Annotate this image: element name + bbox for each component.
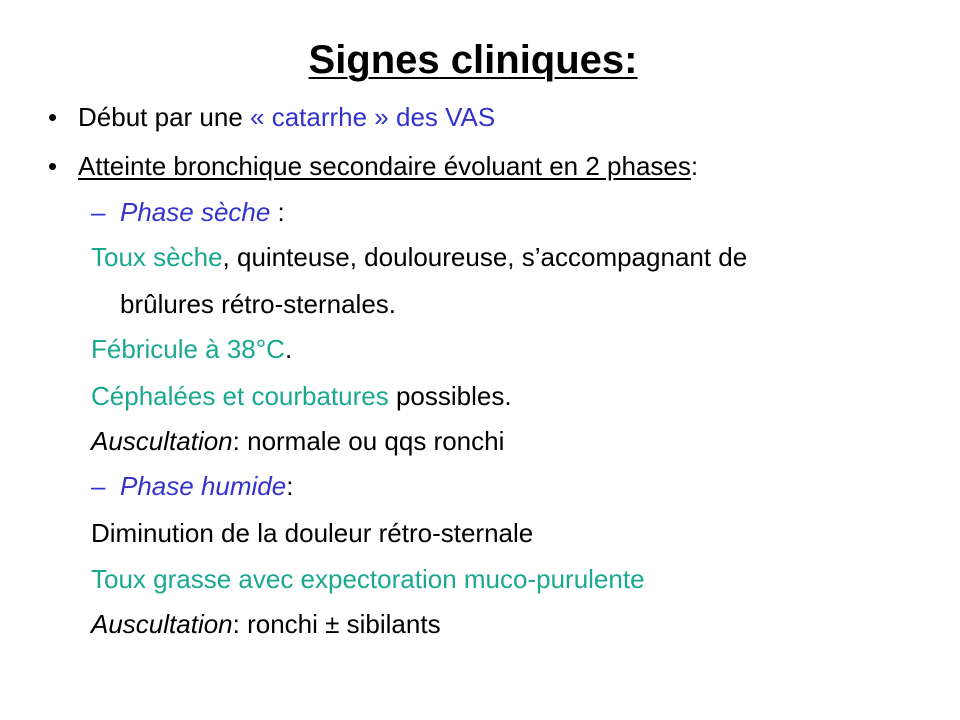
text-auscultation: Auscultation <box>91 609 233 639</box>
text-brulures: brûlures rétro-sternales. <box>120 289 396 319</box>
bullet-icon: • <box>48 151 58 181</box>
bullet-item-catarrhe <box>78 101 495 133</box>
text-segment: possibles. <box>388 381 512 411</box>
text-segment: Début par une <box>78 102 251 132</box>
dash-icon: – <box>91 471 106 501</box>
subheading-phase-seche <box>120 196 285 228</box>
text-diminution: Diminution de la douleur rétro-sternale <box>91 518 534 548</box>
text-highlight-catarrhe: « catarrhe » des VAS <box>250 102 496 132</box>
text-auscultation: Auscultation <box>91 426 233 456</box>
dash-icon: – <box>91 197 106 227</box>
line-brulures <box>120 288 396 320</box>
bullet-item-atteinte <box>78 150 698 182</box>
line-diminution <box>91 517 533 549</box>
line-auscultation-humide <box>91 608 441 640</box>
subheading-phase-humide <box>120 470 293 502</box>
text-toux-seche: Toux sèche <box>91 242 223 272</box>
text-underlined-atteinte: Atteinte bronchique secondaire évoluant en 2 phases <box>78 151 691 181</box>
text-segment: . <box>284 334 293 364</box>
text-segment: : ronchi ± sibilants <box>232 609 441 639</box>
text-cephalees: Céphalées et courbatures <box>91 381 389 411</box>
text-segment: : normale ou qqs ronchi <box>232 426 505 456</box>
line-febricule <box>91 333 292 365</box>
bullet-icon: • <box>48 102 58 132</box>
slide-title: Signes cliniques: <box>308 38 638 82</box>
line-toux-seche <box>91 241 747 273</box>
text-segment: : <box>270 197 285 227</box>
line-cephalees <box>91 380 512 412</box>
line-auscultation-seche <box>91 425 504 457</box>
text-phase-seche: Phase sèche <box>120 197 271 227</box>
text-febricule: Fébricule à 38°C <box>91 334 285 364</box>
text-phase-humide: Phase humide <box>120 471 287 501</box>
text-segment: , quinteuse, douloureuse, s’accompagnant de <box>222 242 748 272</box>
line-toux-grasse <box>91 563 645 595</box>
text-segment: : <box>286 471 294 501</box>
text-segment: : <box>690 151 699 181</box>
text-toux-grasse: Toux grasse avec expectoration muco-purulente <box>91 564 645 594</box>
